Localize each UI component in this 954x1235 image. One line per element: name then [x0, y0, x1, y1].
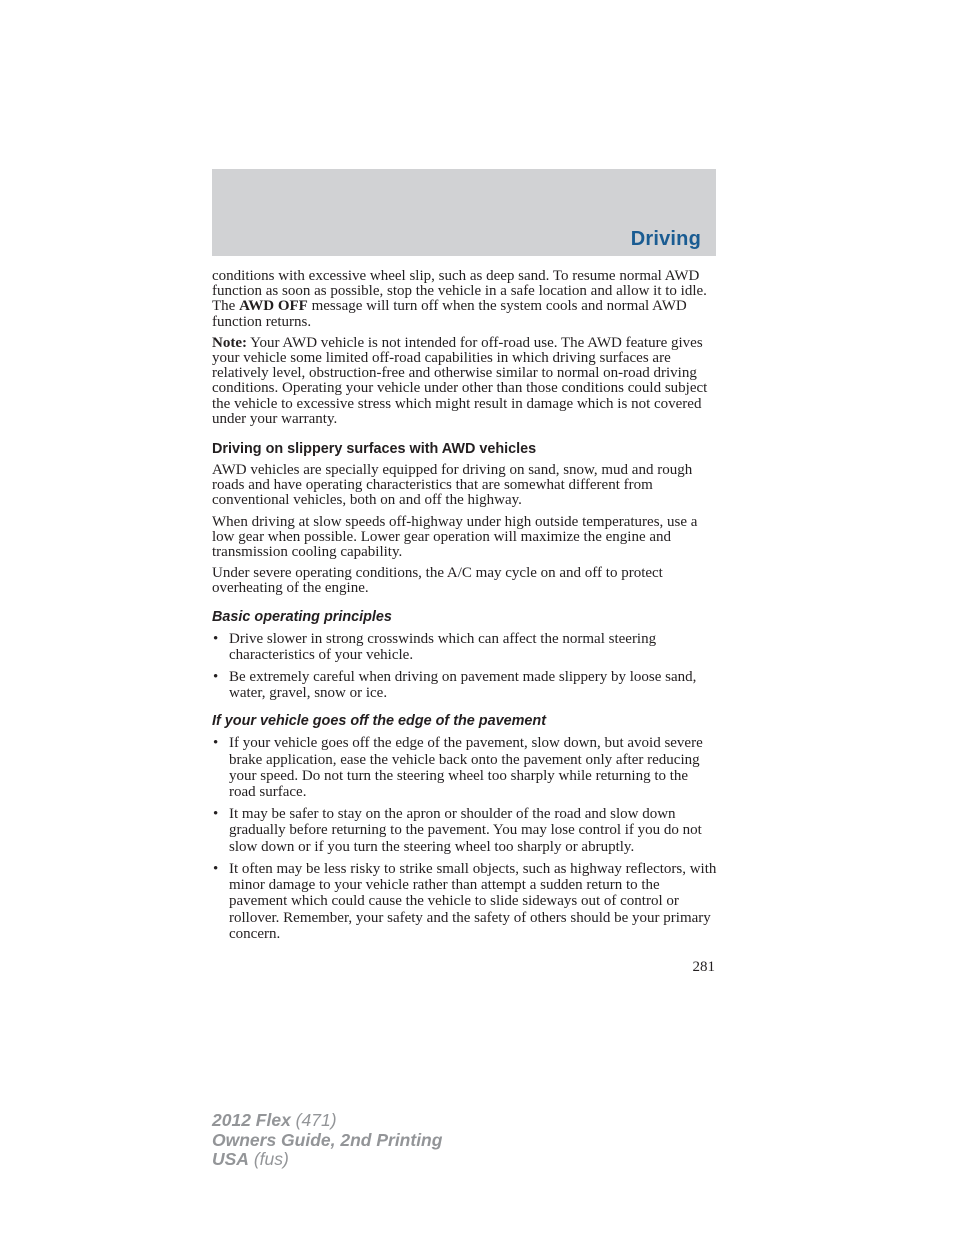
section-title: Driving [630, 228, 701, 250]
list-item [212, 669, 718, 701]
footer-region: USA [212, 1149, 249, 1169]
bullet-icon: • [213, 735, 219, 752]
note-label: Note: [212, 334, 247, 351]
bullet-icon: • [213, 669, 219, 686]
footer-line-model [212, 1111, 442, 1131]
basic-principles-list [212, 631, 718, 702]
heading-slippery-surfaces: Driving on slippery surfaces with AWD vehicles [212, 441, 537, 458]
list-item [212, 735, 718, 800]
list-item-text: It often may be less risky to strike small objects, such as highway reflectors, with minor damage to your vehicle rather than attempt a sudden return to the pavement which could cause the vehicle to slide sideways out of control or rollover. Remember, your safety and the safety of others should be your primary concern. [229, 860, 717, 942]
list-item [212, 861, 718, 942]
section-header-band [212, 169, 716, 256]
bullet-icon: • [213, 630, 219, 647]
paragraph-slow-speeds: When driving at slow speeds off-highway under high outside temperatures, use a low gear when possible. Lower gear operation will maximize the engine and transmission cooling capability. [212, 513, 698, 561]
page-content [212, 269, 718, 948]
paragraph-awd-equipped: AWD vehicles are specially equipped for driving on sand, snow, mud and rough roads and have operating characteristics that are somewhat different from conventional vehicles, both on and off the highway. [212, 462, 693, 509]
footer-region-code: (fus) [248, 1149, 289, 1169]
footer-line-guide [212, 1131, 442, 1151]
document-footer [212, 1111, 442, 1170]
list-item-text: Drive slower in strong crosswinds which can affect the normal steering characteristics of your vehicle. [229, 630, 657, 663]
footer-line-region [212, 1150, 442, 1170]
footer-model-code: (471) [290, 1110, 337, 1130]
paragraph-text: conditions with excessive wheel slip, such as deep sand. To resume normal AWD function as soon as possible, stop the vehicle in a safe location and allow it to idle. The [212, 268, 707, 315]
list-item-text: It may be safer to stay on the apron or shoulder of the road and slow down gradually before returning to the pavement. You may lose control if you do not slow down or if you turn the steering wheel too sharply or abruptly. [229, 806, 702, 855]
footer-model: 2012 Flex [212, 1110, 291, 1130]
paragraph-text: message will turn off when the system cools and normal AWD function returns. [212, 298, 687, 330]
list-item-text: If your vehicle goes off the edge of the pavement, slow down, but avoid severe brake application, ease the vehicle back onto the pavement only after reducing your speed. Do not turn the steering wheel too sharply while returning to the road surface. [229, 735, 703, 801]
note-text: Your AWD vehicle is not intended for off-road use. The AWD feature gives your vehicle some limited off-road capabilities in which driving surfaces are relatively level, obstruction-free and otherwise similar to normal on-road driving conditions. Operating your vehicle under other than those conditions could subject the vehicle to excessive stress which might result in damage which is not covered under your warranty. [212, 334, 708, 427]
awd-off-message: AWD OFF [239, 298, 308, 315]
page-number: 281 [692, 959, 715, 975]
list-item [212, 806, 718, 855]
footer-guide-title: Owners Guide, 2nd Printing [212, 1129, 443, 1150]
list-item [212, 631, 718, 663]
bullet-icon: • [213, 806, 219, 823]
off-edge-list [212, 735, 718, 941]
paragraph-note [212, 336, 718, 427]
paragraph-ac-cycle: Under severe operating conditions, the A/C may cycle on and off to protect overheating of the engine. [212, 565, 663, 597]
heading-basic-principles: Basic operating principles [212, 608, 392, 625]
list-item-text: Be extremely careful when driving on pavement made slippery by loose sand, water, gravel, snow or ice. [229, 669, 697, 702]
heading-off-edge: If your vehicle goes off the edge of the pavement [212, 713, 546, 730]
paragraph-awd-off [212, 269, 718, 330]
bullet-icon: • [213, 860, 219, 877]
